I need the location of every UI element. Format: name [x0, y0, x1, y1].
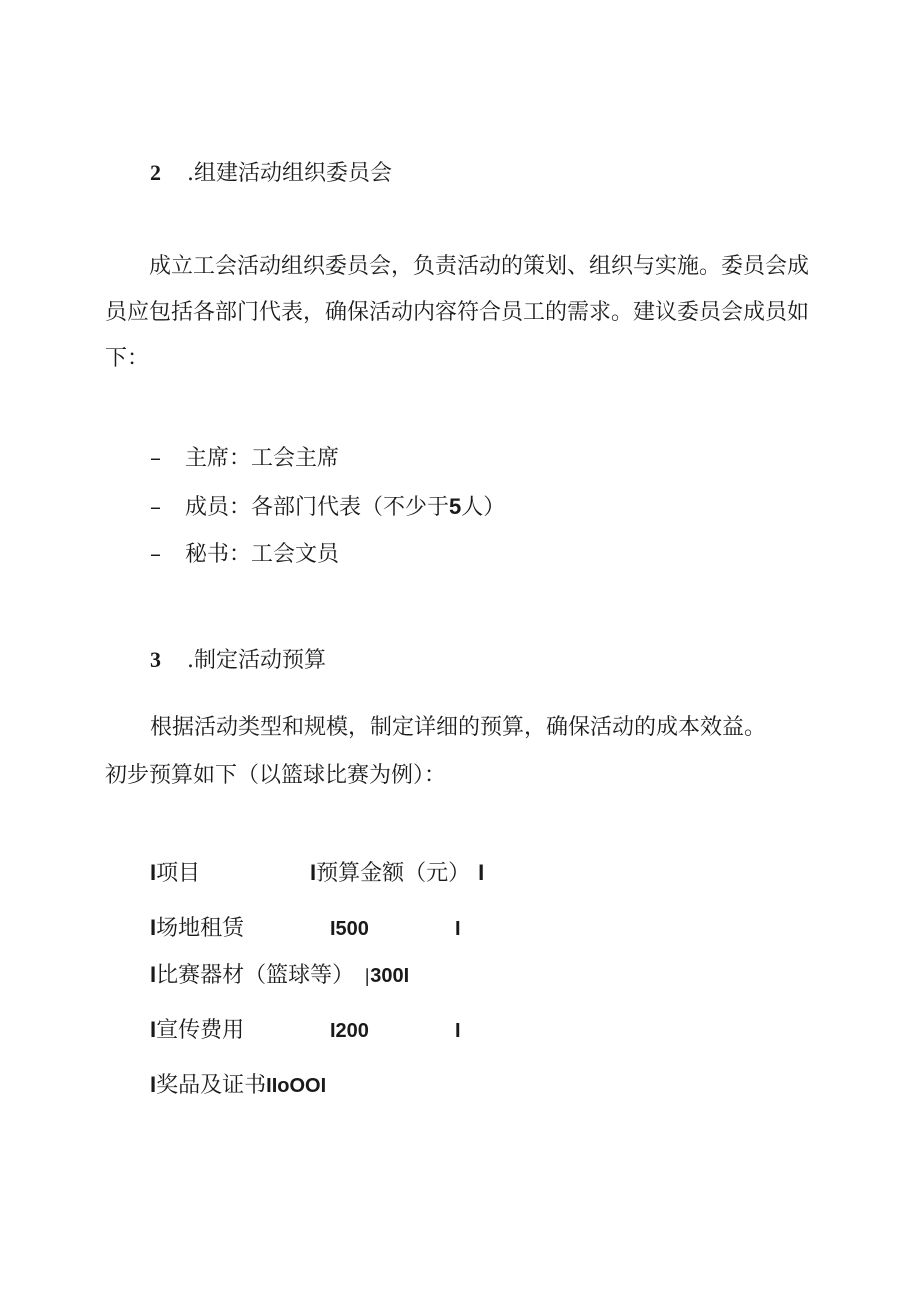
- section-3-paragraph: 根据活动类型和规模，制定详细的预算，确保活动的成本效益。: [150, 715, 767, 740]
- list-text: 人）: [461, 495, 506, 520]
- list-item: [150, 492, 505, 523]
- table-border: I: [150, 915, 157, 940]
- section-3-paragraph-2: 初步预算如下（以篮球比赛为例）：: [105, 763, 447, 788]
- row-item: 比赛器材（篮球等）: [156, 963, 355, 988]
- section-3-heading: [150, 645, 326, 676]
- list-number: 5: [449, 494, 462, 519]
- header-item: 项目: [156, 861, 201, 886]
- section-2-paragraph: 成立工会活动组织委员会，负责活动的策划、组织与实施。委员会成员应包括各部门代表，确保活动内容符合员工的需求。建议委员会成员如下：: [105, 254, 810, 371]
- section-title: .制定活动预算: [187, 648, 326, 673]
- table-border: I: [478, 860, 485, 885]
- list-text: 成员：各部门代表（不少于: [185, 495, 450, 520]
- table-border: I: [150, 1072, 157, 1097]
- row-amount: IIoOOI: [266, 1075, 327, 1097]
- list-dash: –: [150, 542, 161, 567]
- header-amount: 预算金额（元）: [316, 861, 471, 886]
- table-border: I: [310, 860, 317, 885]
- list-text: 主席：工会主席: [185, 446, 340, 471]
- table-border: |: [364, 966, 371, 987]
- table-header: [310, 858, 484, 889]
- list-dash: –: [150, 495, 161, 520]
- row-item: 场地租赁: [156, 916, 245, 941]
- list-dash: –: [150, 446, 161, 471]
- row-amount: I200: [330, 1020, 369, 1042]
- table-border: I: [455, 918, 461, 940]
- table-border: I: [150, 860, 157, 885]
- table-row: [150, 1015, 244, 1046]
- table-row: [150, 1070, 326, 1101]
- table-row: [150, 913, 244, 944]
- row-amount: 300I: [370, 965, 410, 987]
- section-number: 3: [150, 647, 161, 672]
- table-row: [150, 960, 409, 992]
- row-item: 宣传费用: [156, 1018, 245, 1043]
- section-title: .组建活动组织委员会: [187, 161, 392, 186]
- table-border: I: [455, 1020, 461, 1042]
- row-item: 奖品及证书: [156, 1073, 267, 1098]
- table-border: I: [150, 962, 157, 987]
- section-number: 2: [150, 160, 161, 185]
- list-item: [150, 444, 339, 474]
- table-border: I: [150, 1017, 157, 1042]
- table-header: [150, 858, 200, 889]
- list-text: 秘书：工会文员: [185, 542, 340, 567]
- list-item: [150, 540, 339, 570]
- row-amount: I500: [330, 918, 369, 940]
- section-2-heading: [150, 158, 392, 189]
